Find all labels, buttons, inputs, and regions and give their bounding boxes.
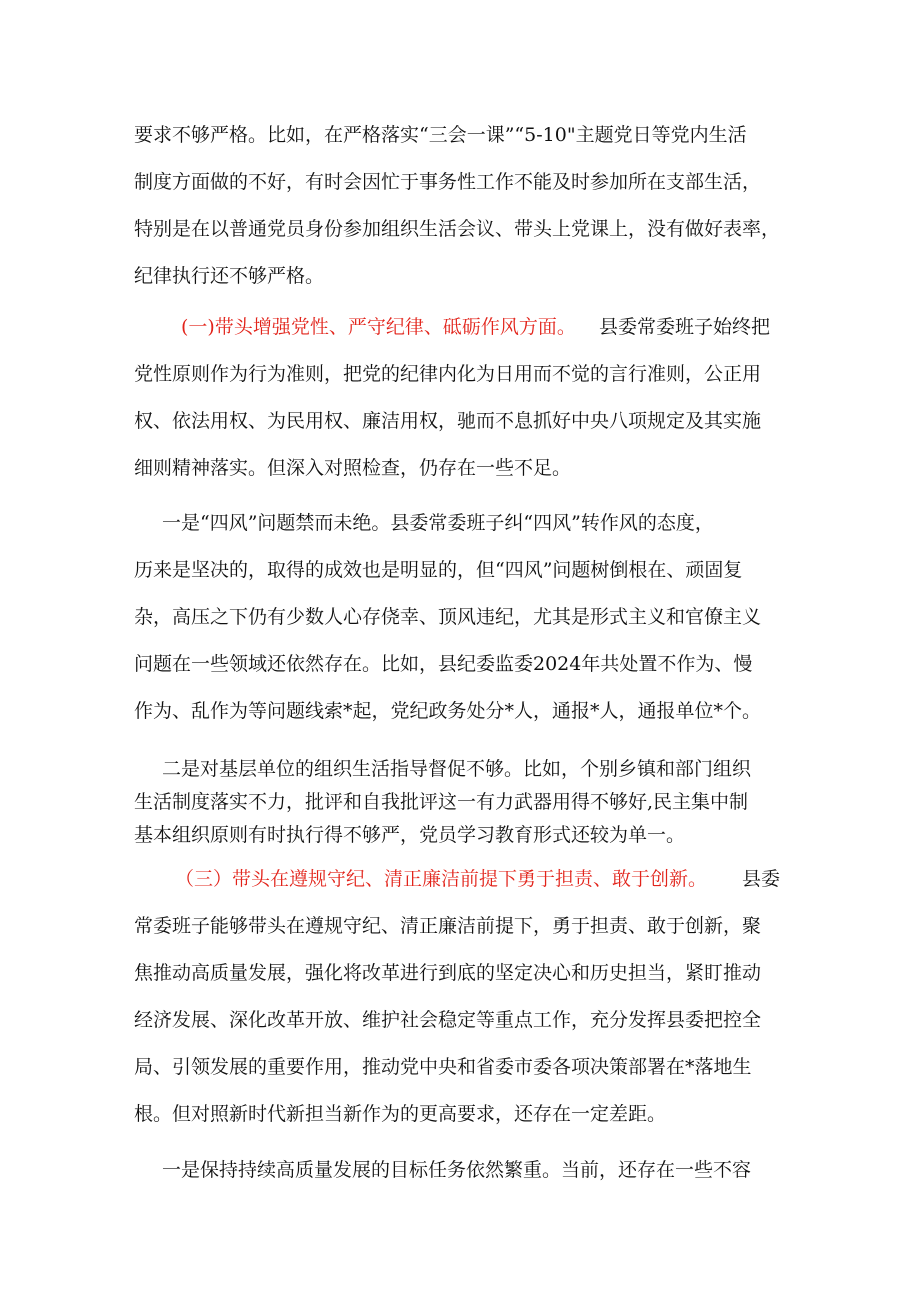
- p2-line-4: [0, 451, 920, 485]
- text-line: 根。但对照新时代新担当新作为的更高要求，还存在一定差距。: [134, 1103, 667, 1125]
- text-line: 杂，高压之下仍有少数人心存侥幸、顶风违纪，尤其是形式主义和官僚主义: [134, 606, 762, 628]
- p2-line-1: [0, 310, 920, 344]
- text-line: 常委班子能够带头在遵规守纪、清正廉洁前提下，勇于担责、敢于创新，聚: [134, 915, 762, 937]
- p5-line-2: [0, 909, 920, 943]
- p5-line-4: [0, 1003, 920, 1037]
- p3-line-5: [0, 694, 920, 728]
- p6-line-1: [0, 1153, 920, 1187]
- text-line: 要求不够严格。比如，在严格落实“三会一课”“5-10"主题党日等党内生活: [134, 124, 747, 146]
- p5-line-1: [0, 862, 920, 896]
- text-line: 细则精神落实。但深入对照检查，仍存在一些不足。: [134, 457, 572, 479]
- text-line: 特别是在以普通党员身份参加组织生活会议、带头上党课上，没有做好表率，: [134, 218, 781, 240]
- p1-line-3: [0, 212, 920, 246]
- text-line: 县委: [742, 868, 781, 890]
- p1-line-1: [0, 118, 920, 152]
- section-heading-3: （三）带头在遵规守纪、清正廉洁前提下勇于担责、敢于创新。: [175, 868, 708, 890]
- p3-line-3: [0, 600, 920, 634]
- p3-line-4: [0, 647, 920, 681]
- p5-line-3: [0, 956, 920, 990]
- text-line: 问题在一些领域还依然存在。比如，县纪委监委2024年共处置不作为、慢: [134, 653, 753, 675]
- section-heading-1: (一)带头增强党性、严守纪律、砥砺作风方面。: [181, 316, 576, 338]
- text-line: 一是“四风”问题禁而未绝。县委常委班子纠“四风”转作风的态度，: [162, 512, 714, 534]
- p2-line-3: [0, 404, 920, 438]
- p4-line-3: [0, 818, 920, 852]
- p5-line-6: [0, 1097, 920, 1131]
- text-line: 历来是坚决的，取得的成效也是明显的，但“四风”问题树倒根在、顽固复: [134, 559, 743, 581]
- p1-line-4: [0, 259, 920, 293]
- text-line: 党性原则作为行为准则，把党的纪律内化为日用而不觉的言行准则，公正用: [134, 363, 762, 385]
- p1-line-2: [0, 165, 920, 199]
- text-line: 焦推动高质量发展，强化将改革进行到底的坚定决心和历史担当，紧盯推动: [134, 962, 762, 984]
- text-line: 纪律执行还不够严格。: [134, 265, 325, 287]
- text-line: 一是保持持续高质量发展的目标任务依然繁重。当前，还存在一些不容: [162, 1159, 752, 1181]
- text-line: 经济发展、深化改革开放、维护社会稳定等重点工作，充分发挥县委把控全: [134, 1009, 762, 1031]
- text-line: 权、依法用权、为民用权、廉洁用权，驰而不息抓好中央八项规定及其实施: [134, 410, 762, 432]
- p5-line-5: [0, 1050, 920, 1084]
- p3-line-1: [0, 506, 920, 540]
- p4-line-1: [0, 752, 920, 786]
- p4-line-2: [0, 785, 920, 819]
- text-line: 局、引领发展的重要作用，推动党中央和省委市委各项决策部署在*落地生: [134, 1056, 752, 1078]
- text-line: 基本组织原则有时执行得不够严，党员学习教育形式还较为单一。: [134, 824, 686, 846]
- text-line: 生活制度落实不力，批评和自我批评这一有力武器用得不够好,民主集中制: [134, 791, 749, 813]
- p2-line-2: [0, 357, 920, 391]
- text-line: 作为、乱作为等问题线索*起，党纪政务处分*人，通报*人，通报单位*个。: [134, 700, 762, 722]
- text-line: 二是对基层单位的组织生活指导督促不够。比如，个别乡镇和部门组织: [162, 758, 752, 780]
- p3-line-2: [0, 553, 920, 587]
- text-line: 制度方面做的不好，有时会因忙于事务性工作不能及时参加所在支部生活，: [134, 171, 762, 193]
- text-line: 县委常委班子始终把: [599, 316, 771, 338]
